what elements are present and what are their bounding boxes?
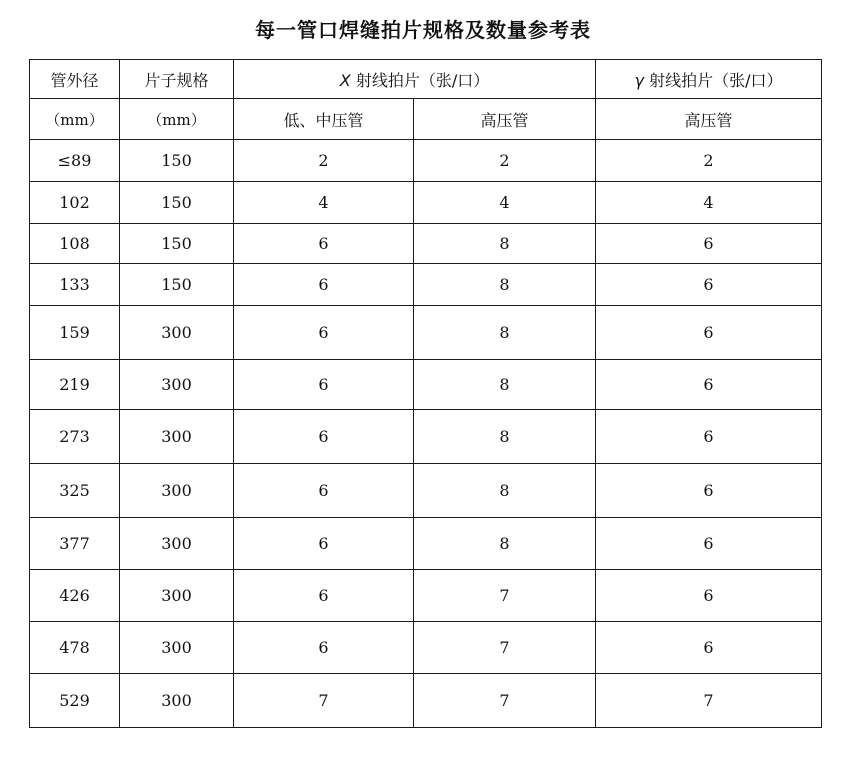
- cell-film-spec: 300: [120, 674, 234, 728]
- table-row: [30, 224, 822, 264]
- cell-gamma-high: 6: [596, 360, 822, 410]
- cell-xray-high: 8: [414, 410, 596, 464]
- cell-gamma-high: 6: [596, 224, 822, 264]
- header-xray-label: 射线拍片（张/口）: [350, 70, 490, 90]
- cell-outer-diameter: 102: [30, 182, 120, 224]
- header-xray-group: [234, 60, 596, 99]
- cell-gamma-high: 6: [596, 570, 822, 622]
- cell-film-spec: 150: [120, 264, 234, 306]
- cell-xray-high: 8: [414, 464, 596, 518]
- cell-outer-diameter: 159: [30, 306, 120, 360]
- cell-outer-diameter: 219: [30, 360, 120, 410]
- cell-film-spec: 150: [120, 182, 234, 224]
- cell-xray-low-medium: 6: [234, 224, 414, 264]
- cell-xray-high: 8: [414, 360, 596, 410]
- cell-film-spec: 150: [120, 224, 234, 264]
- cell-xray-low-medium: 4: [234, 182, 414, 224]
- cell-outer-diameter: 273: [30, 410, 120, 464]
- table-body: [30, 140, 822, 728]
- table-row: [30, 464, 822, 518]
- table-row: [30, 140, 822, 182]
- cell-xray-low-medium: 6: [234, 360, 414, 410]
- header-outer-diameter-unit-cell: [30, 99, 120, 140]
- cell-gamma-high: 6: [596, 464, 822, 518]
- cell-film-spec: 300: [120, 410, 234, 464]
- cell-xray-high: 8: [414, 264, 596, 306]
- cell-xray-low-medium: 6: [234, 464, 414, 518]
- header-xray-symbol: X: [339, 70, 351, 90]
- cell-gamma-high: 6: [596, 622, 822, 674]
- cell-gamma-high: 2: [596, 140, 822, 182]
- cell-gamma-high: 6: [596, 518, 822, 570]
- cell-xray-low-medium: 6: [234, 264, 414, 306]
- cell-xray-low-medium: 6: [234, 518, 414, 570]
- cell-xray-low-medium: 6: [234, 306, 414, 360]
- cell-outer-diameter: 108: [30, 224, 120, 264]
- table-row: [30, 306, 822, 360]
- cell-xray-low-medium: 6: [234, 622, 414, 674]
- header-gamma-high: 高压管: [596, 99, 822, 140]
- cell-film-spec: 300: [120, 518, 234, 570]
- cell-outer-diameter: 529: [30, 674, 120, 728]
- header-film-spec-unit: （mm）: [147, 110, 206, 129]
- table-row: [30, 518, 822, 570]
- cell-gamma-high: 6: [596, 410, 822, 464]
- cell-xray-low-medium: 6: [234, 570, 414, 622]
- cell-xray-high: 8: [414, 224, 596, 264]
- table-row: [30, 674, 822, 728]
- cell-outer-diameter: 478: [30, 622, 120, 674]
- table-row: [30, 570, 822, 622]
- cell-outer-diameter: 325: [30, 464, 120, 518]
- header-outer-diameter-unit: （mm）: [45, 110, 104, 129]
- cell-xray-low-medium: 6: [234, 410, 414, 464]
- cell-film-spec: 300: [120, 464, 234, 518]
- header-film-spec-unit-cell: [120, 99, 234, 140]
- cell-film-spec: 300: [120, 570, 234, 622]
- header-film-spec: [120, 60, 234, 99]
- header-xray-high: 高压管: [414, 99, 596, 140]
- cell-xray-high: 7: [414, 622, 596, 674]
- cell-film-spec: 150: [120, 140, 234, 182]
- header-outer-diameter: [30, 60, 120, 99]
- cell-outer-diameter: ≤89: [30, 140, 120, 182]
- cell-outer-diameter: 133: [30, 264, 120, 306]
- cell-xray-low-medium: 7: [234, 674, 414, 728]
- table-row: [30, 360, 822, 410]
- cell-outer-diameter: 377: [30, 518, 120, 570]
- cell-xray-high: 7: [414, 570, 596, 622]
- cell-outer-diameter: 426: [30, 570, 120, 622]
- cell-gamma-high: 6: [596, 264, 822, 306]
- cell-xray-low-medium: 2: [234, 140, 414, 182]
- header-film-spec-label: 片子规格: [144, 70, 209, 90]
- table-row: [30, 264, 822, 306]
- cell-xray-high: 4: [414, 182, 596, 224]
- cell-gamma-high: 6: [596, 306, 822, 360]
- header-outer-diameter-label: 管外径: [50, 70, 99, 90]
- cell-film-spec: 300: [120, 306, 234, 360]
- cell-film-spec: 300: [120, 622, 234, 674]
- cell-xray-high: 8: [414, 518, 596, 570]
- cell-xray-high: 2: [414, 140, 596, 182]
- header-gamma-symbol: γ: [634, 70, 644, 90]
- table-row: [30, 622, 822, 674]
- cell-xray-high: 8: [414, 306, 596, 360]
- cell-xray-high: 7: [414, 674, 596, 728]
- table-row: [30, 410, 822, 464]
- table-header: [30, 60, 822, 140]
- header-gamma-group: [596, 60, 822, 99]
- table-title: 每一管口焊缝拍片规格及数量参考表: [255, 18, 591, 42]
- cell-gamma-high: 7: [596, 674, 822, 728]
- cell-gamma-high: 4: [596, 182, 822, 224]
- reference-table: [29, 59, 822, 728]
- cell-film-spec: 300: [120, 360, 234, 410]
- header-xray-low-medium: 低、中压管: [234, 99, 414, 140]
- table-row: [30, 182, 822, 224]
- header-gamma-label: 射线拍片（张/口）: [644, 70, 783, 90]
